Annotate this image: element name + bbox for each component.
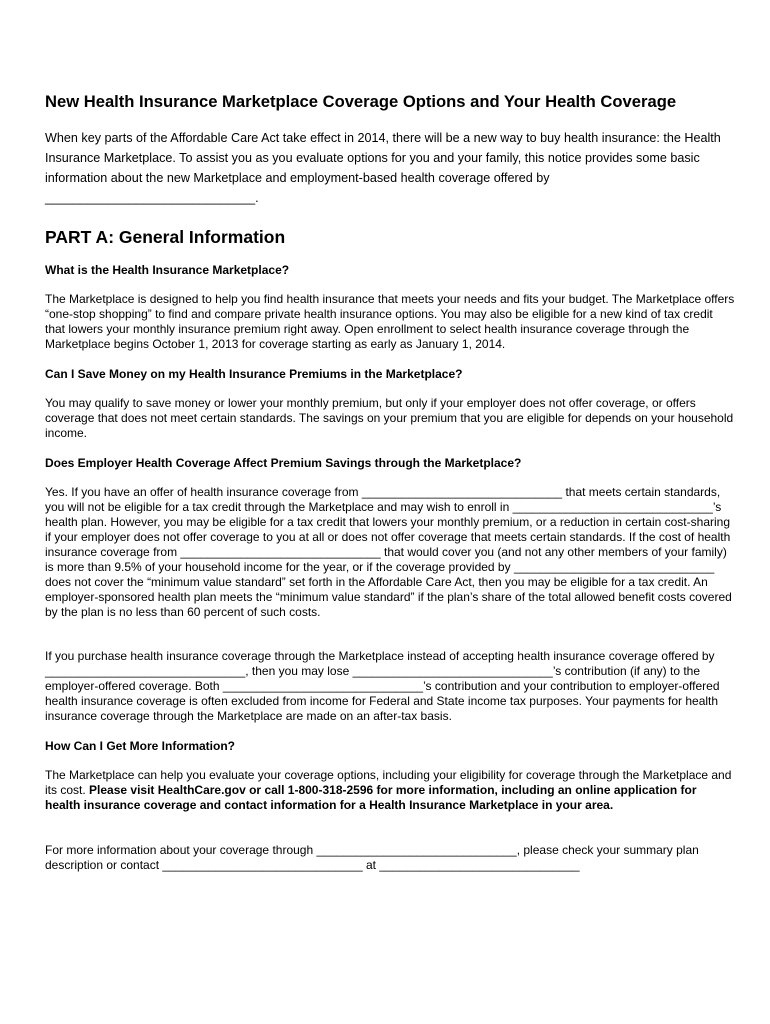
fill-in-blank: ______________________________ (180, 545, 381, 559)
more-info-question: How Can I Get More Information? (45, 739, 236, 753)
text-segment: ’s contribution (if any) to the employer-offered coverage. Both (45, 664, 701, 693)
marketplace-answer: The Marketplace is designed to help you find health insurance that meets your needs and fits your budget. The Marketplace offers “one-stop shopping” to find and compare private health insurance options. You may also be eligible for a new kind of tax credit that lowers your monthly insurance premium right away. Open enrollment to select health insurance coverage through the Marketplace begins October 1, 2013 for coverage starting as early as January 1, 2014. (45, 292, 735, 351)
intro-paragraph (45, 128, 730, 208)
fill-in-blank: ______________________________ (513, 560, 715, 574)
intro-text: When key parts of the Affordable Care Act take effect in 2014, there will be a new way to buy health insurance: the Health Insurance Marketplace. To assist you as you evaluate options for you and your family, this notice provides some basic information about the new Marketplace and employment-based health coverage offered by (45, 131, 721, 185)
text-segment: does not cover the “minimum value standard” set forth in the Affordable Care Act, then you may be eligible for a tax credit. An employer-sponsored health plan meets the “minimum value standard” if the plan’s share of the total allowed benefit costs covered by the plan is no less than 60 percent of such costs. (45, 575, 732, 619)
save-money-answer: You may qualify to save money or lower your monthly premium, but only if your employer does not offer coverage, or offers coverage that does not meet certain standards. The savings on your premium that you are eligible for depends on your household income. (45, 396, 734, 440)
text-segment: If you purchase health insurance coverage through the Marketplace instead of accepting health insurance coverage offered by (45, 649, 715, 663)
save-money-question: Can I Save Money on my Health Insurance Premiums in the Marketplace? (45, 367, 463, 381)
text-segment: ’s health plan. However, you may be eligible for a tax credit that lowers your monthly premium, or a reduction in certain cost-sharing if your employer does not offer coverage to you at all or does not offer coverage that meets certain standards. If the cost of health insurance coverage from (45, 500, 731, 559)
part-a-heading: PART A: General Information (45, 227, 286, 247)
employer-coverage-paragraph-1 (45, 485, 735, 620)
text-segment: ’s contribution and your contribution to employer-offered health insurance coverage is often excluded from income for Federal and State income tax purposes. Your payments for health insurance coverage through the Marketplace are made on an after-tax basis. (45, 679, 720, 723)
fill-in-blank: ______________________________ (512, 500, 713, 514)
marketplace-question: What is the Health Insurance Marketplace? (45, 263, 290, 277)
text-segment: Yes. If you have an offer of health insurance coverage from (45, 485, 359, 499)
fill-in-blank: ______________________________ (352, 664, 553, 678)
fill-in-blank: ______________________________ (316, 843, 517, 857)
more-info-paragraph-2 (45, 843, 735, 873)
fill-in-blank: ______________________________ (222, 679, 424, 693)
fill-in-blank: ______________________________ (45, 664, 246, 678)
healthcare-gov-callout: Please visit HealthCare.gov or call 1-800-318-2596 for more information, including an online application for health insurance coverage and contact information for a Health Insurance Marketplace in your area. (45, 783, 697, 812)
text-segment: The Marketplace can help you evaluate your coverage options, including your eligibility for coverage through the Marketplace and its cost. (45, 768, 732, 797)
text-segment: For more information about your coverage through (45, 843, 314, 857)
employer-coverage-question: Does Employer Health Coverage Affect Premium Savings through the Marketplace? (45, 456, 522, 470)
text-segment: , then you may lose (245, 664, 350, 678)
text-segment: that would cover you (and not any other members of your family) is more than 9.5% of your household income for the year, or if the coverage provided by (45, 545, 727, 574)
text-segment: , please check your summary plan description or contact (45, 843, 699, 872)
fill-in-blank: ______________________________ (379, 858, 580, 872)
text-segment: that meets certain standards, you will not be eligible for a tax credit through the Marketplace and may wish to enroll in (45, 485, 721, 514)
document-title: New Health Insurance Marketplace Coverage Options and Your Health Coverage (45, 92, 677, 111)
employer-coverage-paragraph-2 (45, 649, 735, 724)
fill-in-blank: ______________________________ (162, 858, 363, 872)
text-segment: at (365, 858, 376, 872)
employer-name-blank: ______________________________. (45, 191, 259, 205)
more-info-paragraph-1 (45, 768, 735, 813)
fill-in-blank: ______________________________ (361, 485, 563, 499)
